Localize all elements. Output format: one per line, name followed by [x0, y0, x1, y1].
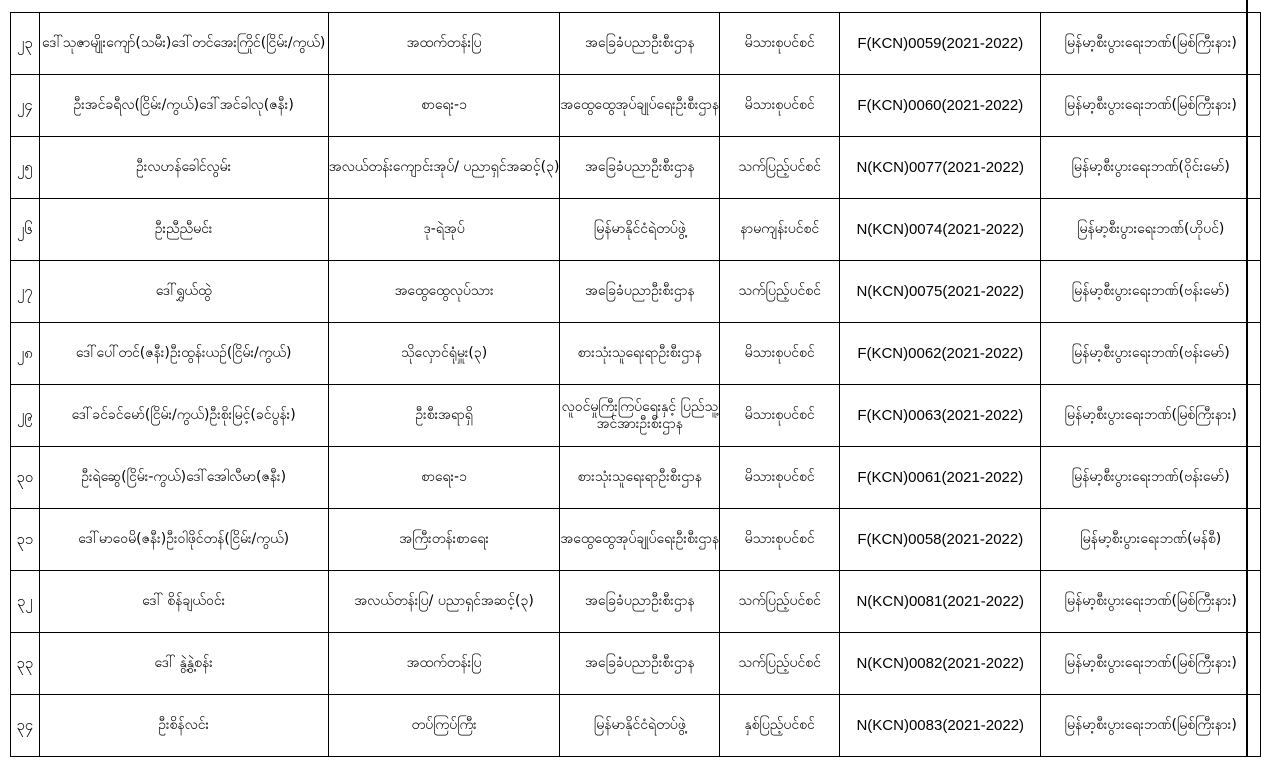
table-row: [11, 509, 1261, 571]
pensioner-name: ဦးစိန်လင်း: [39, 695, 328, 757]
row-number: ၂၉: [11, 385, 40, 447]
pensioner-name: ဦးရဲဆွေ(ငြိမ်း-ကွယ်)ဒေါ်အေါလီမာ(ဇနီး): [39, 447, 328, 509]
bank-branch: မြန်မာ့စီးပွားရေးဘဏ်(မန်စီ): [1041, 509, 1261, 571]
pension-category: မိသားစုပင်စင်: [720, 509, 840, 571]
bank-branch: မြန်မာ့စီးပွားရေးဘဏ်(ဗန်းမော်): [1041, 323, 1261, 385]
row-number: ၃၄: [11, 695, 40, 757]
table-row: [11, 385, 1261, 447]
pensioner-name: ဒေါ်သုဇာမျိုးကျော်(သမီး)ဒေါ်တင်အေးကြိုင်(ငြိမ်း/ကွယ်): [39, 13, 328, 75]
department: စားသုံးသူရေးရာဦးစီးဌာန: [560, 323, 720, 385]
position: တပ်ကြပ်ကြီး: [328, 695, 560, 757]
bank-branch: မြန်မာ့စီးပွားရေးဘဏ်(မြစ်ကြီးနား): [1041, 385, 1261, 447]
table-row: [11, 199, 1261, 261]
pension-code: F(KCN)0060(2021-2022): [840, 75, 1041, 137]
department: လူဝင်မှုကြီးကြပ်ရေးနှင့် ပြည်သူ့အင်အားဦးစီးဌာန: [560, 385, 720, 447]
bank-branch: မြန်မာ့စီးပွားရေးဘဏ်(မြစ်ကြီးနား): [1041, 695, 1261, 757]
department: အခြေခံပညာဦးစီးဌာန: [560, 633, 720, 695]
pension-category: မိသားစုပင်စင်: [720, 75, 840, 137]
pensioner-name: ဒေါ်ခင်ခင်မော်(ငြိမ်း/ကွယ်)ဦးစိုးမြင့်(ခင်ပွန်း): [39, 385, 328, 447]
bank-branch: မြန်မာ့စီးပွားရေးဘဏ်(ဗန်းမော်): [1041, 447, 1261, 509]
bank-branch: မြန်မာ့စီးပွားရေးဘဏ်(မြစ်ကြီးနား): [1041, 633, 1261, 695]
position: အလယ်တန်းပြ/ ပညာရှင်အဆင့်(၃): [328, 571, 560, 633]
position: စာရေး-၁: [328, 75, 560, 137]
department: အထွေထွေအုပ်ချုပ်ရေးဦးစီးဌာန: [560, 509, 720, 571]
position: သိုလှောင်ရုံမှူး(၃): [328, 323, 560, 385]
position: အထက်တန်းပြ: [328, 633, 560, 695]
pension-table: [10, 12, 1261, 757]
department: အခြေခံပညာဦးစီးဌာန: [560, 13, 720, 75]
row-number: ၂၆: [11, 199, 40, 261]
pension-code: N(KCN)0083(2021-2022): [840, 695, 1041, 757]
pension-code: F(KCN)0061(2021-2022): [840, 447, 1041, 509]
pension-category: သက်ပြည့်ပင်စင်: [720, 633, 840, 695]
pensioner-name: ဒေါ် နွဲ့နွဲ့စန်း: [39, 633, 328, 695]
position: အထွေထွေလုပ်သား: [328, 261, 560, 323]
department: မြန်မာနိုင်ငံရဲတပ်ဖွဲ့: [560, 199, 720, 261]
pension-code: N(KCN)0082(2021-2022): [840, 633, 1041, 695]
pension-category: သက်ပြည့်ပင်စင်: [720, 571, 840, 633]
table-row: [11, 323, 1261, 385]
department: မြန်မာနိုင်ငံရဲတပ်ဖွဲ့: [560, 695, 720, 757]
position: အလယ်တန်းကျောင်းအုပ်/ ပညာရှင်အဆင့်(၃): [328, 137, 560, 199]
pensioner-name: ဦးလဟန်ခေါင်လွမ်း: [39, 137, 328, 199]
row-number: ၃၂: [11, 571, 40, 633]
row-number: ၂၃: [11, 13, 40, 75]
pension-code: N(KCN)0081(2021-2022): [840, 571, 1041, 633]
pension-category: နာမကျန်းပင်စင်: [720, 199, 840, 261]
pension-code: F(KCN)0059(2021-2022): [840, 13, 1041, 75]
bank-branch: မြန်မာ့စီးပွားရေးဘဏ်(မြစ်ကြီးနား): [1041, 13, 1261, 75]
table-row: [11, 695, 1261, 757]
row-number: ၂၅: [11, 137, 40, 199]
department: စားသုံးသူရေးရာဦးစီးဌာန: [560, 447, 720, 509]
pension-category: သက်ပြည့်ပင်စင်: [720, 261, 840, 323]
pension-category: နှစ်ပြည့်ပင်စင်: [720, 695, 840, 757]
row-number: ၃၁: [11, 509, 40, 571]
pension-category: မိသားစုပင်စင်: [720, 385, 840, 447]
pension-category: မိသားစုပင်စင်: [720, 323, 840, 385]
bank-branch: မြန်မာ့စီးပွားရေးဘဏ်(မြစ်ကြီးနား): [1041, 571, 1261, 633]
row-number: ၂၇: [11, 261, 40, 323]
row-number: ၃၃: [11, 633, 40, 695]
pension-category: မိသားစုပင်စင်: [720, 447, 840, 509]
pension-code: N(KCN)0077(2021-2022): [840, 137, 1041, 199]
pension-code: F(KCN)0063(2021-2022): [840, 385, 1041, 447]
position: ဦးစီးအရာရှိ: [328, 385, 560, 447]
pension-code: F(KCN)0062(2021-2022): [840, 323, 1041, 385]
pension-code: F(KCN)0058(2021-2022): [840, 509, 1041, 571]
pensioner-name: ဦးညီညီမင်း: [39, 199, 328, 261]
table-row: [11, 447, 1261, 509]
table-row: [11, 137, 1261, 199]
position: အထက်တန်းပြ: [328, 13, 560, 75]
position: အကြီးတန်းစာရေး: [328, 509, 560, 571]
table-row: [11, 571, 1261, 633]
pension-category: သက်ပြည့်ပင်စင်: [720, 137, 840, 199]
table-row: [11, 633, 1261, 695]
table-row: [11, 261, 1261, 323]
position: စာရေး-၁: [328, 447, 560, 509]
pensioner-name: ဒေါ်မာဝေမိ(ဇနီး)ဦးဝါဖိုင်တန်(ငြိမ်း/ကွယ်): [39, 509, 328, 571]
pension-category: မိသားစုပင်စင်: [720, 13, 840, 75]
position: ဒု-ရဲအုပ်: [328, 199, 560, 261]
pension-code: N(KCN)0074(2021-2022): [840, 199, 1041, 261]
row-number: ၂၄: [11, 75, 40, 137]
pensioner-name: ဒေါ်ရွှယ်ထွဲ: [39, 261, 328, 323]
bank-branch: မြန်မာ့စီးပွားရေးဘဏ်(ဝိုင်းမော်): [1041, 137, 1261, 199]
pensioner-name: ဒေါ်ပေါ်တင်(ဇနီး)ဦးထွန်းယဉ်(ငြိမ်း/ကွယ်): [39, 323, 328, 385]
bank-branch: မြန်မာ့စီးပွားရေးဘဏ်(မြစ်ကြီးနား): [1041, 75, 1261, 137]
pensioner-name: ဦးအင်ခရီလ(ငြိမ်း/ကွယ်)ဒေါ်အင်ခါလု(ဇနီး): [39, 75, 328, 137]
table-row: [11, 75, 1261, 137]
row-number: ၂၈: [11, 323, 40, 385]
pensioner-name: ဒေါ် စိန်ချယ်ဝင်း: [39, 571, 328, 633]
department: အခြေခံပညာဦးစီးဌာန: [560, 137, 720, 199]
bank-branch: မြန်မာ့စီးပွားရေးဘဏ်(ဗန်းမော်): [1041, 261, 1261, 323]
pension-code: N(KCN)0075(2021-2022): [840, 261, 1041, 323]
department: အခြေခံပညာဦးစီးဌာန: [560, 261, 720, 323]
department: အခြေခံပညာဦးစီးဌာန: [560, 571, 720, 633]
department: အထွေထွေအုပ်ချုပ်ရေးဦးစီးဌာန: [560, 75, 720, 137]
bank-branch: မြန်မာ့စီးပွားရေးဘဏ်(ဟိုပင်): [1041, 199, 1261, 261]
table-row: [11, 13, 1261, 75]
row-number: ၃၀: [11, 447, 40, 509]
